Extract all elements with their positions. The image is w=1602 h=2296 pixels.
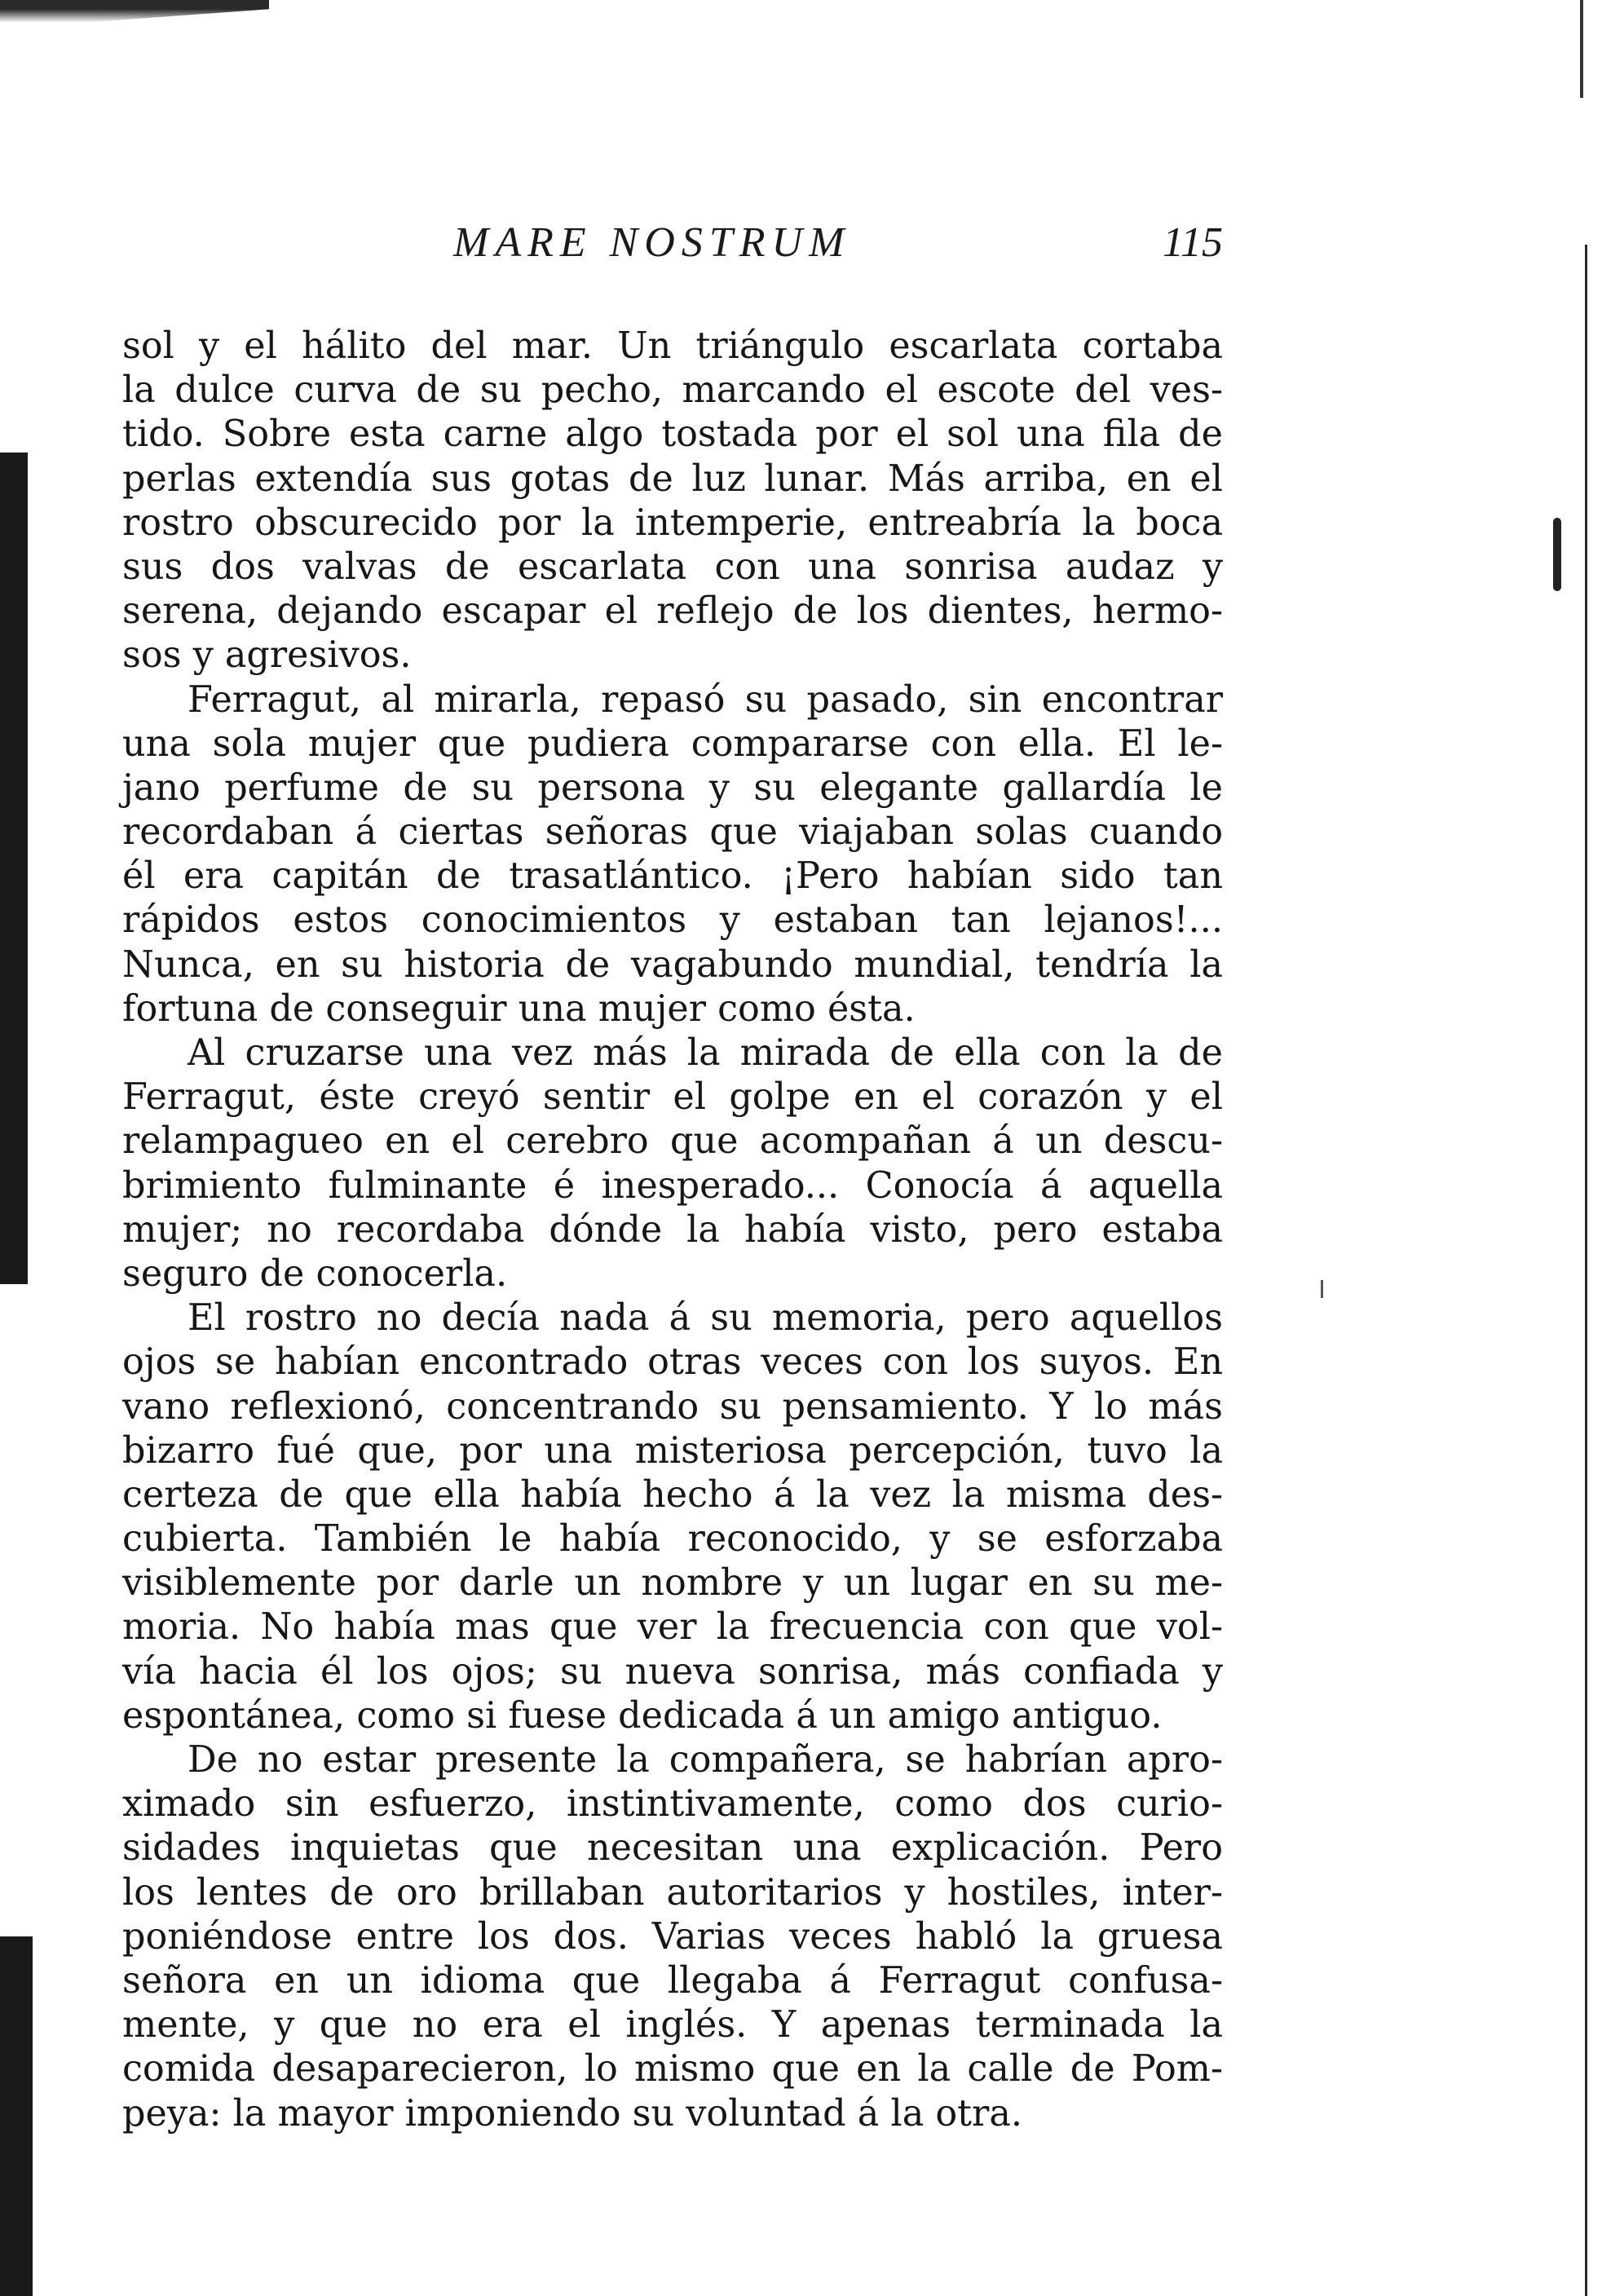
text-line: fortuna de conseguir una mujer como ésta.: [122, 987, 916, 1030]
text-line: visiblemente por darle un nombre y un lugar en su me-: [122, 1562, 1223, 1605]
text-line: señora en un idioma que llegaba á Ferragut confusa-: [122, 1959, 1223, 2002]
scan-mark-right: [1553, 518, 1561, 591]
scan-binding-shadow-upper: [0, 453, 28, 1284]
text-line: sidades inquietas que necesitan una explicación. Pero: [122, 1827, 1223, 1870]
text-line: vía hacia él los ojos; su nueva sonrisa, más confiada y: [122, 1650, 1223, 1693]
text-line: bizarro fué que, por una misteriosa percepción, tuvo la: [122, 1429, 1223, 1472]
text-line: cubierta. También le había reconocido, y se esforzaba: [122, 1518, 1223, 1561]
scan-smudge-top: [0, 0, 269, 23]
text-line: vano reflexionó, concentrando su pensamiento. Y lo más: [122, 1385, 1223, 1428]
text-line: una sola mujer que pudiera compararse con ella. El le-: [122, 722, 1223, 765]
text-line: Nunca, en su historia de vagabundo mundial, tendría la: [122, 943, 1223, 986]
text-line: él era capitán de trasatlántico. ¡Pero habían sido tan: [122, 855, 1223, 898]
page-number: 115: [1162, 219, 1223, 266]
text-line: peya: la mayor imponiendo su voluntad á la otra.: [122, 2092, 1023, 2135]
text-line: Al cruzarse una vez más la mirada de ella con la de: [188, 1032, 1223, 1074]
text-line: De no estar presente la compañera, se habrían apro-: [188, 1739, 1223, 1781]
text-line: rápidos estos conocimientos y estaban tan lejanos!...: [122, 899, 1223, 942]
text-line: certeza de que ella había hecho á la vez la misma des-: [122, 1473, 1223, 1516]
text-line: sol y el hálito del mar. Un triángulo escarlata cortaba: [122, 325, 1223, 367]
text-line: relampagueo en el cerebro que acompañan á un descu-: [122, 1120, 1223, 1163]
text-line: tido. Sobre esta carne algo tostada por el sol una fila de: [122, 413, 1223, 456]
text-line: espontánea, como si fuese dedicada á un amigo antiguo.: [122, 1694, 1163, 1737]
text-line: comida desaparecieron, lo mismo que en la calle de Pom-: [122, 2048, 1223, 2091]
text-line: ojos se habían encontrado otras veces con los suyos. En: [122, 1341, 1223, 1384]
text-line: brimiento fulminante é inesperado... Conocía á aquella: [122, 1164, 1223, 1207]
text-line: sus dos valvas de escarlata con una sonrisa audaz y: [122, 545, 1223, 588]
text-line: mujer; no recordaba dónde la había visto, pero estaba: [122, 1208, 1223, 1251]
text-line: moria. No había mas que ver la frecuencia con que vol-: [122, 1606, 1223, 1649]
text-line: serena, dejando escapar el reflejo de los dientes, hermo-: [122, 590, 1223, 633]
scan-page-edge-top: [1580, 0, 1583, 98]
text-line: Ferragut, al mirarla, repasó su pasado, sin encontrar: [188, 678, 1223, 721]
text-line: sos y agresivos.: [122, 634, 412, 677]
text-line: rostro obscurecido por la intemperie, entreabría la boca: [122, 501, 1223, 544]
text-line: mente, y que no era el inglés. Y apenas terminada la: [122, 2004, 1223, 2047]
scan-page-edge: [1585, 245, 1587, 2296]
text-line: ximado sin esfuerzo, instintivamente, como dos curio-: [122, 1783, 1223, 1826]
running-head: [122, 219, 1223, 284]
text-line: perlas extendía sus gotas de luz lunar. Más arriba, en el: [122, 457, 1223, 500]
running-title: MARE NOSTRUM: [453, 219, 851, 266]
scan-speck: [1321, 1280, 1323, 1298]
text-line: poniéndose entre los dos. Varias veces habló la gruesa: [122, 1915, 1223, 1958]
text-line: los lentes de oro brillaban autoritarios y hostiles, inter-: [122, 1871, 1223, 1914]
text-line: la dulce curva de su pecho, marcando el escote del ves-: [122, 369, 1223, 412]
text-line: recordaban á ciertas señoras que viajaban solas cuando: [122, 811, 1223, 854]
text-line: El rostro no decía nada á su memoria, pero aquellos: [188, 1297, 1223, 1340]
text-line: seguro de conocerla.: [122, 1252, 508, 1295]
scan-binding-shadow-lower: [0, 1936, 33, 2296]
text-line: jano perfume de su persona y su elegante gallardía le: [122, 766, 1223, 809]
body-text: [122, 325, 1223, 2136]
text-line: Ferragut, éste creyó sentir el golpe en el corazón y el: [122, 1076, 1223, 1119]
